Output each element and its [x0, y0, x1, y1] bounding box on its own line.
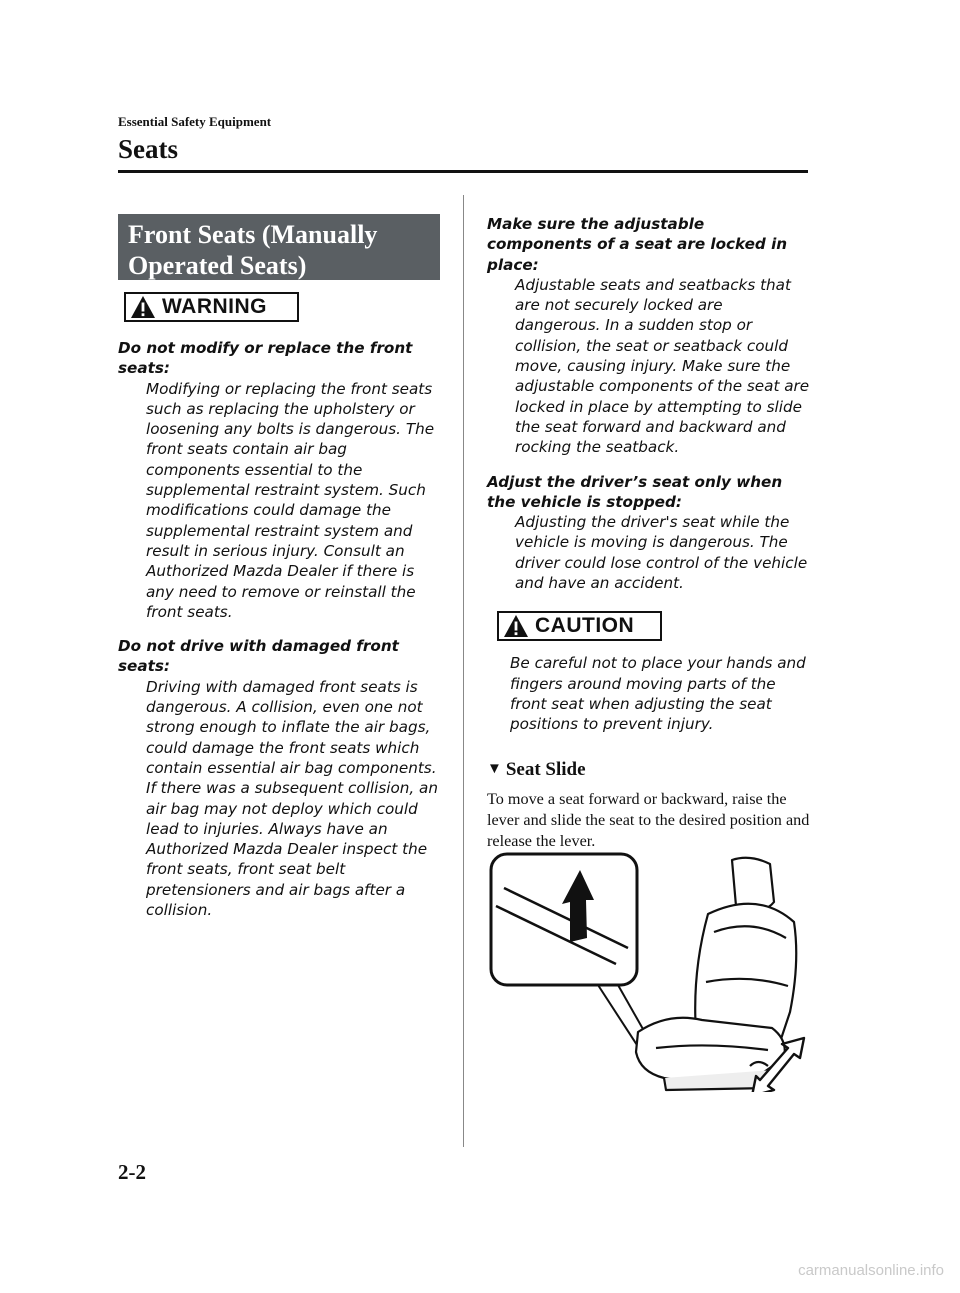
section-heading-line1: Front Seats (Manually: [128, 220, 378, 249]
triangle-down-icon: ▼: [487, 761, 502, 778]
subsection-heading: [487, 759, 812, 781]
seat-drawing: [636, 858, 796, 1090]
warning-item: [118, 636, 440, 920]
warning-lead: Make sure the adjustable components of a seat are locked in place:: [487, 215, 788, 274]
running-header: [118, 114, 271, 165]
caution-label: CAUTION: [535, 614, 635, 638]
section-label: Essential Safety Equipment: [118, 114, 272, 129]
section-heading: [118, 214, 440, 280]
warning-triangle-icon: [130, 294, 156, 320]
warning-badge: [124, 292, 299, 322]
warning-body: Adjusting the driver's seat while the vehicle is moving is dangerous. The driver could lose control of the vehicle and have an accident.: [515, 513, 808, 593]
caution-triangle-icon: [503, 613, 529, 639]
seat-slide-illustration: [488, 852, 808, 1092]
watermark: carmanualsonline.info: [798, 1262, 944, 1279]
subsection-title: Seat Slide: [505, 758, 586, 780]
caution-text: Be careful not to place your hands and fingers around moving parts of the front seat when adjusting the seat positions to prevent injury.: [510, 654, 806, 734]
warning-lead: Adjust the driver’s seat only when the vehicle is stopped:: [487, 472, 783, 511]
warning-lead: Do not modify or replace the front seats:: [118, 339, 413, 378]
warning-item: [487, 472, 812, 594]
warning-lead: Do not drive with damaged front seats:: [118, 637, 399, 676]
page-title: Seats: [118, 134, 178, 164]
left-column: [118, 214, 440, 920]
page-number: 2-2: [118, 1160, 146, 1184]
warning-body: Adjustable seats and seatbacks that are not securely locked are dangerous. In a sudden stop or collision, the seat or seatback could move, causing injury. Make sure the adjustable components of the seat are locked in place by attempting to slide the seat forward and backward and rocking the seatback.: [515, 275, 810, 457]
column-divider: [463, 195, 464, 1147]
seat-slide-paragraph: To move a seat forward or backward, raise the lever and slide the seat to the desired position and release the lever.: [487, 789, 810, 850]
lever-callout: [491, 854, 656, 1062]
section-heading-line2: Operated Seats): [128, 250, 307, 280]
caution-block: [487, 607, 812, 734]
caution-badge: [497, 611, 662, 641]
warning-item: [487, 214, 812, 458]
warning-body: Modifying or replacing the front seats such as replacing the upholstery or loosening any bolts is dangerous. The front seats contain air bag components essential to the supplemental restraint system. Such modifications could damage the supplemental restraint system and result in serious injury. Consult an Authorized Mazda Dealer if there is any need to remove or reinstall the front seats.: [146, 379, 435, 621]
warning-body: Driving with damaged front seats is dangerous. A collision, even one not strong enough to inflate the air bags, could damage the front seats which contain essential air bag components. If there was a subsequent collision, an air bag may not deploy which could lead to injuries. Always have an Authorized Mazda Dealer inspect the front seats, front seat belt pretensioners and air bags after a collision.: [146, 677, 438, 920]
warning-label: WARNING: [162, 295, 267, 318]
warning-item: [118, 338, 440, 622]
header-rule: [118, 170, 808, 173]
right-column: [487, 214, 812, 852]
